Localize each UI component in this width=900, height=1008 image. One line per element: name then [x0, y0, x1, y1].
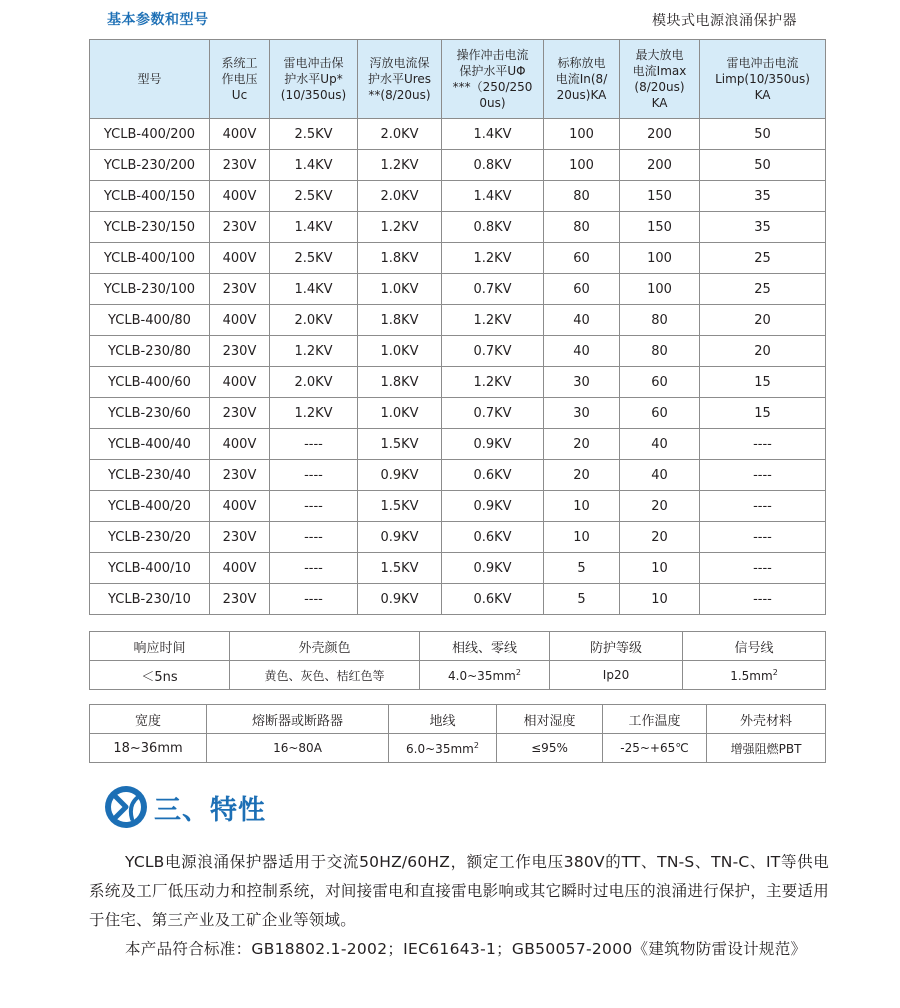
header-up: 雷电冲击保 护水平Up* (10/350us)	[270, 40, 358, 119]
table-row	[90, 305, 826, 336]
table-cell: 20	[620, 522, 700, 553]
table-cell: 230V	[210, 460, 270, 491]
table-cell: 40	[620, 429, 700, 460]
table-cell: 20	[700, 305, 826, 336]
spec-label-row	[90, 632, 826, 661]
table-row	[90, 212, 826, 243]
table-cell: 1.5KV	[358, 429, 442, 460]
table-cell: 80	[544, 212, 620, 243]
table-cell: 1.5KV	[358, 553, 442, 584]
table-cell: 0.7KV	[442, 336, 544, 367]
table-cell: 1.2KV	[358, 150, 442, 181]
table-row	[90, 491, 826, 522]
table-cell: YCLB-400/150	[90, 181, 210, 212]
table-cell: ----	[270, 553, 358, 584]
table-cell: 0.7KV	[442, 274, 544, 305]
table-cell: 0.9KV	[358, 522, 442, 553]
table-cell: 30	[544, 367, 620, 398]
table-cell: ----	[700, 522, 826, 553]
table-cell: 5	[544, 553, 620, 584]
table-cell: 230V	[210, 584, 270, 615]
table-cell: 0.9KV	[358, 584, 442, 615]
label-operating-temp: 工作温度	[603, 705, 707, 734]
table-cell: 0.7KV	[442, 398, 544, 429]
table-cell: 1.0KV	[358, 274, 442, 305]
table-cell: 20	[700, 336, 826, 367]
value-phase-neutral: $4.0\sim 35mm^2$	[420, 661, 550, 690]
table-cell: 150	[620, 212, 700, 243]
table-cell: 20	[620, 491, 700, 522]
table-cell: ----	[270, 491, 358, 522]
table-cell: YCLB-400/80	[90, 305, 210, 336]
label-fuse-breaker: 熔断器或断路器	[207, 705, 389, 734]
table-cell: 35	[700, 212, 826, 243]
table-cell: YCLB-230/20	[90, 522, 210, 553]
table-row	[90, 336, 826, 367]
table-cell: YCLB-400/60	[90, 367, 210, 398]
table-cell: 15	[700, 367, 826, 398]
table-cell: 2.5KV	[270, 243, 358, 274]
spec-value-row	[90, 661, 826, 690]
value-fuse-breaker: 16~80A	[207, 734, 389, 763]
table-cell: 25	[700, 274, 826, 305]
table-cell: 80	[620, 305, 700, 336]
spec-table-1	[89, 631, 826, 690]
label-phase-neutral: 相线、零线	[420, 632, 550, 661]
table-cell: YCLB-400/40	[90, 429, 210, 460]
table-cell: 400V	[210, 553, 270, 584]
table-cell: 1.4KV	[270, 150, 358, 181]
table-cell: ----	[700, 491, 826, 522]
table-cell: ----	[700, 553, 826, 584]
features-paragraph: YCLB电源浪涌保护器适用于交流50HZ/60HZ，额定工作电压380V的TT、TN-S、TN-C、IT等供电系统及工厂低压动力和控制系统，对间接雷电和直接雷电影响或其它瞬时过电压的浪涌进行保护，主要适用于住宅、第三产业及工矿企业等领域。	[89, 853, 829, 929]
table-cell: 100	[544, 150, 620, 181]
table-cell: 1.2KV	[442, 305, 544, 336]
table-cell: 400V	[210, 243, 270, 274]
section-subtitle: 基本参数和型号	[107, 12, 209, 28]
table-cell: 0.6KV	[442, 584, 544, 615]
table-cell: 60	[620, 367, 700, 398]
table-cell: 2.5KV	[270, 119, 358, 150]
label-ground-wire: 地线	[389, 705, 497, 734]
spec-value-row	[90, 734, 826, 763]
table-cell: YCLB-230/80	[90, 336, 210, 367]
header-model: 型号	[90, 40, 210, 119]
table-cell: ----	[700, 584, 826, 615]
value-width: 18~36mm	[90, 734, 207, 763]
table-cell: 400V	[210, 305, 270, 336]
table-cell: YCLB-230/150	[90, 212, 210, 243]
table-cell: YCLB-400/100	[90, 243, 210, 274]
table-cell: YCLB-230/10	[90, 584, 210, 615]
table-cell: 200	[620, 150, 700, 181]
table-cell: ----	[270, 429, 358, 460]
section-title: 三、特性	[154, 794, 266, 826]
table-cell: 0.6KV	[442, 460, 544, 491]
table-cell: 1.0KV	[358, 336, 442, 367]
table-cell: 230V	[210, 212, 270, 243]
table-cell: 1.4KV	[442, 119, 544, 150]
table-cell: 1.2KV	[270, 336, 358, 367]
table-cell: 1.4KV	[270, 274, 358, 305]
table-cell: 230V	[210, 398, 270, 429]
section-heading	[104, 784, 266, 830]
table-row	[90, 243, 826, 274]
table-cell: 230V	[210, 150, 270, 181]
table-cell: YCLB-230/100	[90, 274, 210, 305]
table-cell: 1.8KV	[358, 243, 442, 274]
table-cell: 230V	[210, 274, 270, 305]
table-row	[90, 367, 826, 398]
table-cell: 20	[544, 429, 620, 460]
table-cell: 60	[544, 243, 620, 274]
label-shell-material: 外壳材料	[707, 705, 826, 734]
header-in: 标称放电 电流In(8/ 20us)KA	[544, 40, 620, 119]
table-cell: 50	[700, 119, 826, 150]
value-ground-wire: $6.0\sim 35mm^2$	[389, 734, 497, 763]
table-cell: 20	[544, 460, 620, 491]
table-cell: 40	[544, 305, 620, 336]
header-imax: 最大放电 电流Imax (8/20us) KA	[620, 40, 700, 119]
table-cell: 400V	[210, 429, 270, 460]
table-cell: 2.5KV	[270, 181, 358, 212]
table-cell: 0.6KV	[442, 522, 544, 553]
table-cell: 10	[620, 553, 700, 584]
table-cell: 0.9KV	[442, 429, 544, 460]
table-cell: 1.8KV	[358, 367, 442, 398]
table-row	[90, 398, 826, 429]
table-row	[90, 150, 826, 181]
table-cell: YCLB-230/40	[90, 460, 210, 491]
table-cell: 1.0KV	[358, 398, 442, 429]
label-response-time: 响应时间	[90, 632, 230, 661]
table-cell: 0.8KV	[442, 150, 544, 181]
table-cell: 80	[620, 336, 700, 367]
table-cell: 230V	[210, 336, 270, 367]
standards-paragraph: 本产品符合标准：GB18802.1-2002；IEC61643-1；GB50057-2000《建筑物防雷设计规范》	[125, 940, 807, 958]
table-cell: 2.0KV	[270, 305, 358, 336]
table-cell: 10	[620, 584, 700, 615]
table-cell: YCLB-400/200	[90, 119, 210, 150]
table-cell: 0.8KV	[442, 212, 544, 243]
table-cell: 200	[620, 119, 700, 150]
table-cell: 40	[544, 336, 620, 367]
table-row	[90, 522, 826, 553]
table-cell: 400V	[210, 367, 270, 398]
header-voltage: 系统工 作电压 Uc	[210, 40, 270, 119]
table-cell: 1.4KV	[442, 181, 544, 212]
table-row	[90, 119, 826, 150]
table-cell: ----	[270, 522, 358, 553]
label-humidity: 相对湿度	[497, 705, 603, 734]
label-signal-line: 信号线	[683, 632, 826, 661]
spec-label-row	[90, 705, 826, 734]
table-cell: 30	[544, 398, 620, 429]
table-cell: 50	[700, 150, 826, 181]
value-shell-material: 增强阻燃PBT	[707, 734, 826, 763]
product-title: 模块式电源浪涌保护器	[652, 13, 797, 29]
table-cell: 1.2KV	[358, 212, 442, 243]
table-row	[90, 274, 826, 305]
value-operating-temp: -25~+65℃	[603, 734, 707, 763]
label-protection-class: 防护等级	[550, 632, 683, 661]
value-humidity: ≤95%	[497, 734, 603, 763]
table-cell: 400V	[210, 119, 270, 150]
table-cell: 230V	[210, 522, 270, 553]
table-cell: 35	[700, 181, 826, 212]
table-cell: ----	[270, 460, 358, 491]
table-header-row	[90, 40, 826, 119]
table-cell: 2.0KV	[358, 181, 442, 212]
table-row	[90, 553, 826, 584]
table-cell: YCLB-400/20	[90, 491, 210, 522]
value-protection-class: Ip20	[550, 661, 683, 690]
table-cell: YCLB-230/200	[90, 150, 210, 181]
table-cell: 100	[620, 274, 700, 305]
header-uphi: 操作冲击电流 保护水平UΦ ***（250/250 0us)	[442, 40, 544, 119]
value-shell-color: 黄色、灰色、桔红色等	[230, 661, 420, 690]
parameter-table	[89, 39, 826, 615]
table-cell: 0.9KV	[442, 553, 544, 584]
table-cell: 2.0KV	[358, 119, 442, 150]
label-shell-color: 外壳颜色	[230, 632, 420, 661]
table-cell: 1.2KV	[270, 398, 358, 429]
company-logo-icon	[104, 785, 148, 829]
table-cell: 1.5KV	[358, 491, 442, 522]
table-cell: 1.2KV	[442, 367, 544, 398]
table-cell: YCLB-400/10	[90, 553, 210, 584]
label-width: 宽度	[90, 705, 207, 734]
table-cell: 0.9KV	[442, 491, 544, 522]
table-cell: 5	[544, 584, 620, 615]
table-row	[90, 460, 826, 491]
table-cell: 15	[700, 398, 826, 429]
spec-table-2	[89, 704, 826, 763]
table-row	[90, 429, 826, 460]
table-cell: 25	[700, 243, 826, 274]
value-signal-line: $1.5mm^2$	[683, 661, 826, 690]
table-cell: 40	[620, 460, 700, 491]
table-cell: 60	[620, 398, 700, 429]
table-cell: 2.0KV	[270, 367, 358, 398]
table-row	[90, 584, 826, 615]
table-cell: 10	[544, 522, 620, 553]
value-response-time: ＜5ns	[90, 661, 230, 690]
table-cell: 1.2KV	[442, 243, 544, 274]
table-cell: 10	[544, 491, 620, 522]
table-cell: 150	[620, 181, 700, 212]
table-cell: YCLB-230/60	[90, 398, 210, 429]
table-cell: 60	[544, 274, 620, 305]
header-ures: 泻放电流保 护水平Ures **(8/20us)	[358, 40, 442, 119]
table-cell: ----	[270, 584, 358, 615]
table-cell: 400V	[210, 491, 270, 522]
table-cell: 400V	[210, 181, 270, 212]
header-limp: 雷电冲击电流 Limp(10/350us) KA	[700, 40, 826, 119]
table-cell: 100	[544, 119, 620, 150]
table-row	[90, 181, 826, 212]
table-cell: 1.4KV	[270, 212, 358, 243]
table-cell: ----	[700, 460, 826, 491]
table-cell: ----	[700, 429, 826, 460]
table-cell: 0.9KV	[358, 460, 442, 491]
table-cell: 100	[620, 243, 700, 274]
table-cell: 80	[544, 181, 620, 212]
table-cell: 1.8KV	[358, 305, 442, 336]
